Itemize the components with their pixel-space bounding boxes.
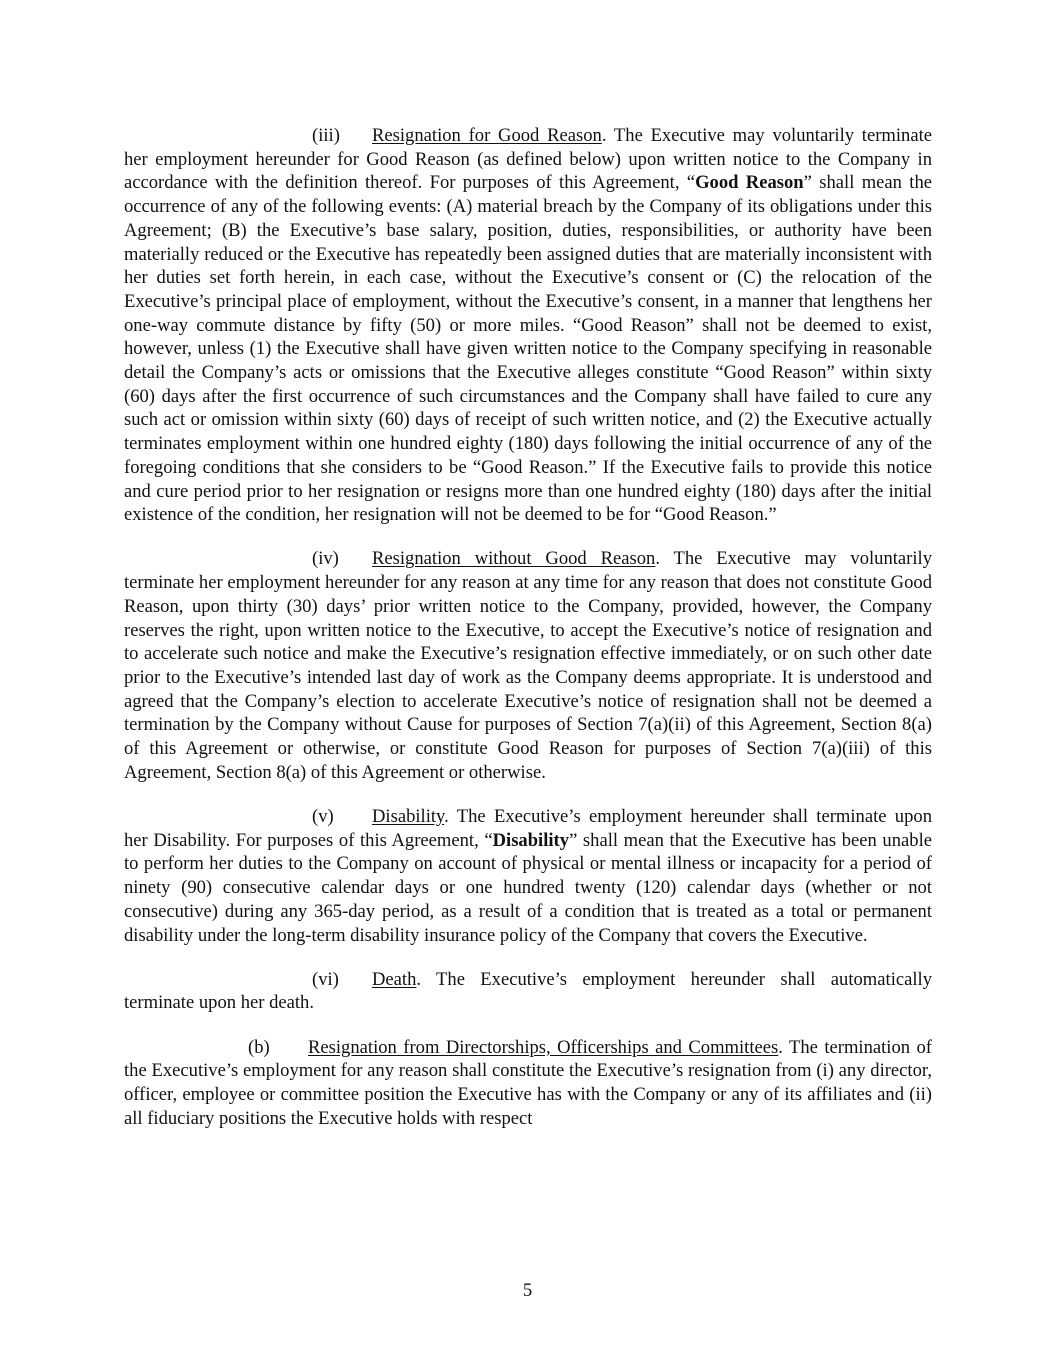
clause-text: ” shall mean that the Executive has been unable to perform her duties to the Company on account of physical or mental illness or incapacity for a period of ninety (90) consecutive calendar days or one hundred twenty (120) calendar days (whether or not consecutive) during any 365-day period, as a result of a condition that is treated as a total or permanent disability under the long-term disability insurance policy of the Company that covers the Executive.: [124, 829, 932, 946]
clause-marker: (iv): [312, 548, 339, 570]
clause-text: ” shall mean the occurrence of any of the following events: (A) material breach by the Company of its obligations under this Agreement; (B) the Executive’s base salary, position, duties, responsibilities, or authority have been materially reduced or the Executive has repeatedly been assigned duties that are materially inconsistent with her duties set forth herein, in each case, without the Executive’s consent or (C) the relocation of the Executive’s principal place of employment, without the Executive’s consent, in a manner that lengthens her one-way commute distance by fifty (50) or more miles. “Good Reason” shall not be deemed to exist, however, unless (1) the Executive shall have given written notice to the Company specifying in reasonable detail the Company’s acts or omissions that the Executive alleges constitute “Good Reason” within sixty (60) days after the first occurrence of such circumstances and the Company shall have failed to cure any such act or omission within sixty (60) days of receipt of such written notice, and (2) the Executive actually terminates employment within one hundred eighty (180) days following the initial occurrence of any of the foregoing conditions that she considers to be “Good Reason.” If the Executive fails to provide this notice and cure period prior to her resignation or resigns more than one hundred eighty (180) days after the initial existence of the condition, her resignation will not be deemed to be for “Good Reason.”: [124, 172, 933, 526]
defined-term: Good Reason: [695, 172, 804, 194]
clause-text: . The Executive may voluntarily terminate her employment hereunder for any reason at any time for any reason that does not constitute Good Reason, upon thirty (30) days’ prior written notice to the Company, provided, however, the Company reserves the right, upon written notice to the Executive, to accept the Executive’s notice of resignation and to accelerate such notice and make the Executive’s resignation effective immediately, or on such other date prior to the Executive’s intended last day of work as the Company deems appropriate. It is understood and agreed that the Company’s election to accelerate Executive’s notice of resignation shall not be deemed a termination by the Company without Cause for purposes of Section 7(a)(ii) of this Agreement, Section 8(a) of this Agreement or otherwise, or constitute Good Reason for purposes of Section 7(a)(iii) of this Agreement, Section 8(a) of this Agreement or otherwise.: [124, 548, 932, 783]
paragraph-resignation-without-good-reason: [124, 547, 932, 784]
clause-text: . The termination of the Executive’s employment for any reason shall constitute the Executive’s resignation from (i) any director, officer, employee or committee position the Executive has with the Company or any of its affiliates and (ii) all fiduciary positions the Executive holds with respect: [124, 1036, 932, 1129]
clause-marker: (iii): [312, 125, 340, 146]
paragraph-disability: [124, 805, 932, 947]
clause-heading: Resignation without Good Reason: [372, 548, 656, 570]
document-page: [124, 124, 932, 1151]
clause-marker: (b): [248, 1036, 270, 1058]
paragraph-resignation-good-reason: [124, 124, 932, 527]
page-number: 5: [522, 1280, 533, 1301]
clause-heading: Death: [372, 968, 417, 990]
clause-heading: Resignation from Directorships, Officerships and Committees: [308, 1036, 779, 1058]
paragraph-resignation-from-directorships: [124, 1036, 932, 1131]
clause-heading: Resignation for Good Reason: [372, 125, 602, 146]
clause-marker: (v): [312, 805, 334, 827]
paragraph-death: [124, 968, 932, 1015]
clause-heading: Disability: [372, 805, 445, 827]
clause-text: . The Executive’s employment hereunder shall automatically terminate upon her death.: [124, 968, 932, 1014]
defined-term: Disability: [492, 829, 570, 851]
clause-text: . The Executive may voluntarily terminate her employment hereunder for Good Reason (as defined below) upon written notice to the Company in accordance with the definition thereof. For purposes of this Agreement, “: [124, 125, 932, 194]
clause-text: . The Executive’s employment hereunder shall terminate upon her Disability. For purposes of this Agreement, “: [124, 805, 932, 851]
clause-marker: (vi): [312, 968, 339, 990]
